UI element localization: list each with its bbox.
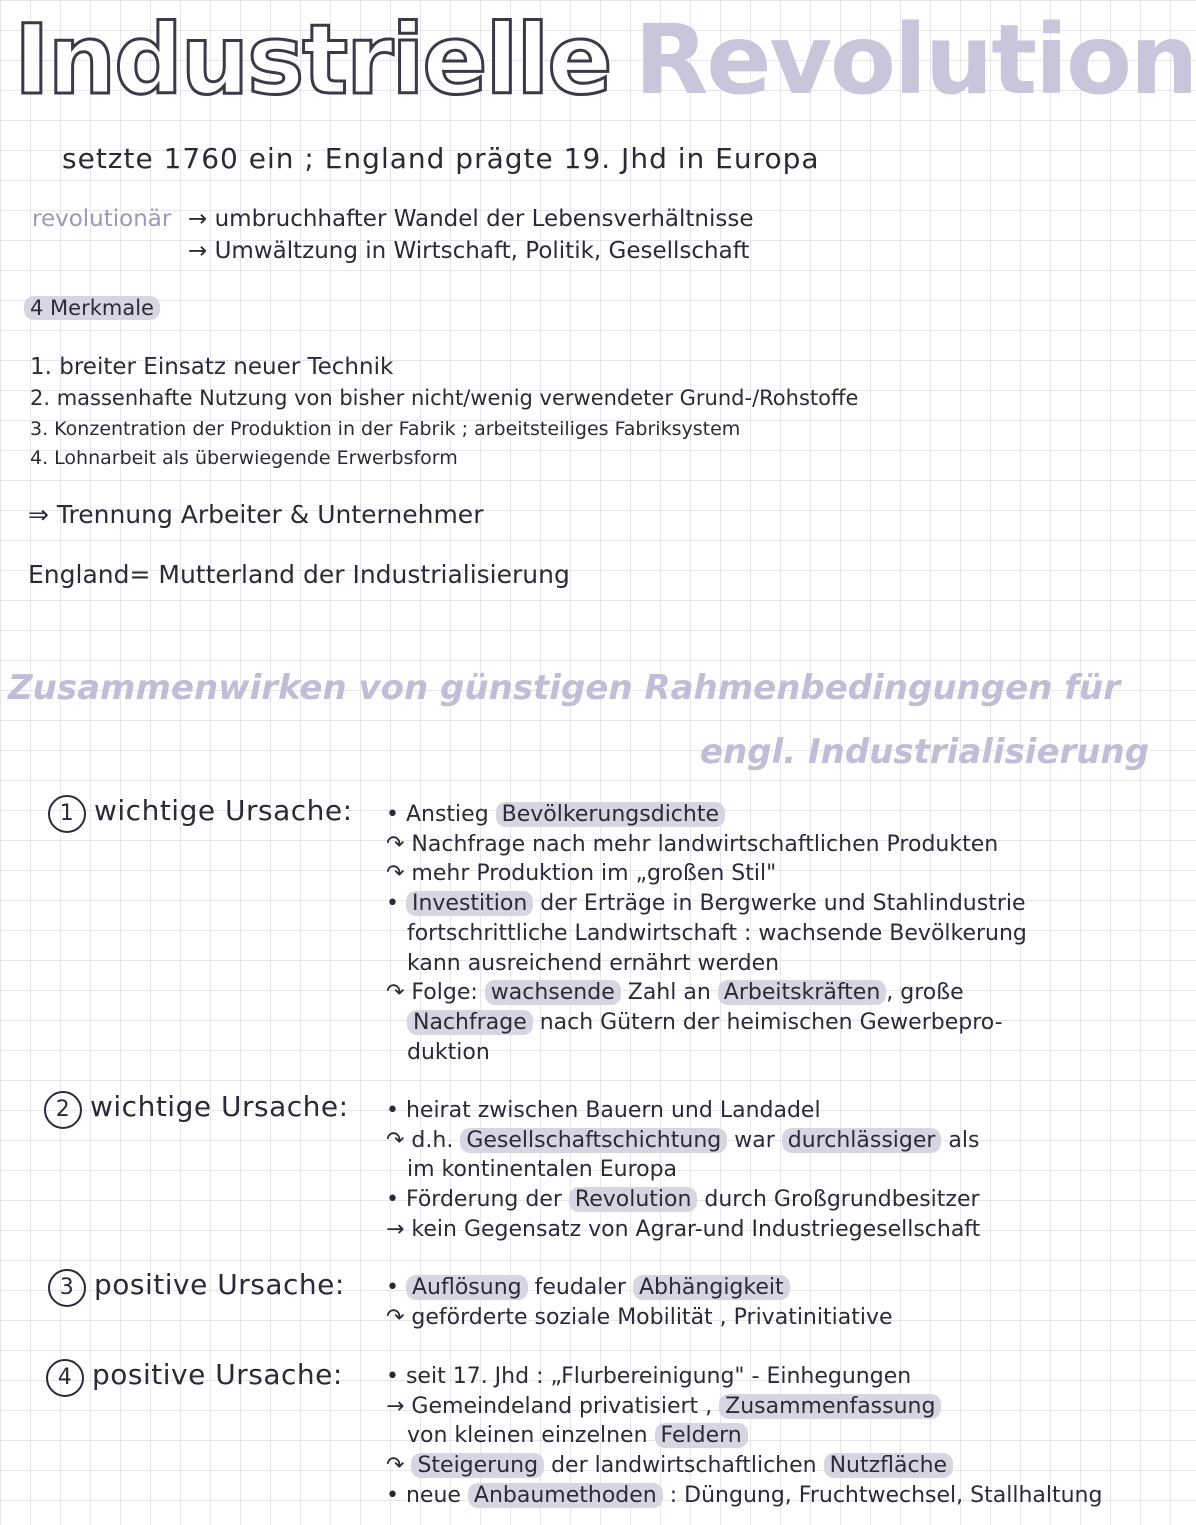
- cause-heading-4: [46, 1358, 343, 1397]
- cause-line: [386, 949, 1027, 979]
- highlighted-term: Auflösung: [406, 1275, 528, 1300]
- section-heading-line-2: engl. Industrialisierung: [700, 732, 1150, 772]
- number-circle: 2: [44, 1091, 82, 1129]
- revolutionaer-arrow-2: → Umwältzung in Wirtschaft, Politik, Gesellschaft: [188, 238, 750, 264]
- cause-line: [386, 830, 1027, 860]
- cause-heading-2: [44, 1090, 349, 1129]
- cause-line: [386, 1303, 893, 1333]
- cause-lines-1: [386, 800, 1027, 1067]
- cause-line: [386, 1096, 980, 1126]
- highlighted-term: Arbeitskräften: [718, 980, 887, 1005]
- line-text: • Förderung der: [386, 1187, 569, 1213]
- highlighted-term: Nachfrage: [407, 1010, 533, 1035]
- cause-label: positive Ursache:: [94, 1268, 345, 1301]
- merkmal-item-3: 3. Konzentration der Produktion in der Fabrik ; arbeitsteiliges Fabriksystem: [30, 418, 741, 440]
- line-text: ↷ mehr Produktion im „großen Stil": [386, 861, 777, 887]
- line-text: ↷ d.h.: [386, 1127, 461, 1153]
- highlighted-term: Revolution: [569, 1187, 698, 1212]
- cause-line: [386, 1008, 1027, 1038]
- merkmal-item-4: 4. Lohnarbeit als überwiegende Erwerbsform: [30, 447, 458, 469]
- highlighted-term: Zusammenfassung: [719, 1394, 941, 1419]
- line-text: im kontinentalen Europa: [386, 1157, 678, 1183]
- line-text: durch Großgrundbesitzer: [697, 1187, 980, 1213]
- line-text: •: [386, 891, 406, 917]
- trennung-line: ⇒ Trennung Arbeiter & Unternehmer: [28, 500, 484, 529]
- line-text: nach Gütern der heimischen Gewerbepro-: [532, 1009, 1003, 1035]
- mutterland-line: England= Mutterland der Industrialisierung: [28, 560, 570, 589]
- cause-lines-4: [386, 1362, 1102, 1511]
- cause-lines-2: [386, 1096, 980, 1245]
- line-text: → Gemeindeland privatisiert ,: [386, 1393, 720, 1419]
- line-text: ↷ geförderte soziale Mobilität , Privatinitiative: [386, 1304, 893, 1330]
- page-title: [14, 4, 1196, 116]
- line-text: , große: [886, 980, 964, 1006]
- line-text: der Erträge in Bergwerke und Stahlindustrie: [533, 891, 1026, 917]
- cause-line: [386, 1481, 1102, 1511]
- cause-line: [386, 1215, 980, 1245]
- cause-heading-1: [48, 794, 353, 833]
- number-circle: 4: [46, 1359, 84, 1397]
- highlighted-term: wachsende: [485, 980, 621, 1005]
- section-heading-line-1: Zusammenwirken von günstigen Rahmenbedingungen für: [8, 668, 1120, 708]
- highlighted-term: Feldern: [655, 1423, 748, 1448]
- title-word-revolution: Revolution: [634, 4, 1196, 116]
- highlighted-term: Investition: [406, 891, 533, 916]
- line-text: • neue: [386, 1482, 468, 1508]
- line-text: • seit 17. Jhd : „Flurbereinigung" - Einhegungen: [386, 1364, 912, 1389]
- line-text: fortschrittliche Landwirtschaft : wachsende Bevölkerung: [386, 920, 1027, 946]
- cause-label: wichtige Ursache:: [90, 1090, 349, 1123]
- cause-label: wichtige Ursache:: [94, 794, 353, 827]
- line-text: der landwirtschaftlichen: [544, 1453, 824, 1479]
- highlighted-term: Anbaumethoden: [468, 1483, 663, 1508]
- cause-heading-3: [48, 1268, 345, 1307]
- line-text: [386, 1010, 407, 1035]
- number-circle: 3: [48, 1269, 86, 1307]
- highlighted-term: Abhängigkeit: [633, 1275, 790, 1300]
- cause-line: [386, 889, 1027, 919]
- highlighted-term: durchlässiger: [782, 1128, 942, 1153]
- merkmal-item-2: 2. massenhafte Nutzung von bisher nicht/wenig verwendeter Grund-/Rohstoffe: [30, 386, 859, 410]
- line-text: kann ausreichend ernährt werden: [386, 950, 780, 976]
- line-text: war: [727, 1127, 782, 1153]
- merkmal-item-1: 1. breiter Einsatz neuer Technik: [30, 354, 394, 380]
- cause-line: [386, 1038, 1027, 1068]
- cause-line: [386, 1362, 1102, 1392]
- highlighted-term: Steigerung: [411, 1453, 544, 1478]
- highlighted-term: Nutzfläche: [824, 1453, 954, 1478]
- cause-line: [386, 1451, 1102, 1481]
- cause-line: [386, 1185, 980, 1215]
- cause-line: [386, 1273, 893, 1303]
- merkmale-label: 4 Merkmale: [24, 296, 160, 320]
- cause-line: [386, 1392, 1102, 1422]
- line-text: ↷ Nachfrage nach mehr landwirtschaftlichen Produkten: [386, 831, 999, 857]
- title-word-industrielle: Industrielle: [14, 4, 611, 116]
- revolutionaer-arrow-1: → umbruchhafter Wandel der Lebensverhältnisse: [188, 206, 754, 232]
- highlighted-term: Bevölkerungsdichte: [496, 802, 725, 827]
- line-text: → kein Gegensatz von Agrar-und Industriegesellschaft: [386, 1216, 981, 1242]
- line-text: •: [386, 1275, 406, 1300]
- highlighted-term: Gesellschaftschichtung: [460, 1128, 727, 1153]
- cause-line: [386, 1155, 980, 1185]
- cause-line: [386, 919, 1027, 949]
- line-text: • heirat zwischen Bauern und Landadel: [386, 1098, 821, 1123]
- cause-label: positive Ursache:: [92, 1358, 343, 1391]
- line-text: von kleinen einzelnen: [386, 1423, 655, 1449]
- subtitle: setzte 1760 ein ; England prägte 19. Jhd in Europa: [62, 142, 820, 175]
- cause-line: [386, 800, 1027, 830]
- revolutionaer-label: revolutionär: [32, 206, 172, 232]
- line-text: duktion: [386, 1039, 490, 1065]
- line-text: • Anstieg: [386, 802, 496, 827]
- line-text: Zahl an: [620, 980, 718, 1006]
- number-circle: 1: [48, 795, 86, 833]
- line-text: ↷: [386, 1453, 412, 1479]
- cause-line: [386, 1126, 980, 1156]
- line-text: als: [941, 1127, 980, 1153]
- cause-lines-3: [386, 1273, 893, 1332]
- cause-line: [386, 859, 1027, 889]
- line-text: feudaler: [527, 1275, 633, 1300]
- line-text: ↷ Folge:: [386, 980, 485, 1006]
- cause-line: [386, 978, 1027, 1008]
- cause-line: [386, 1421, 1102, 1451]
- line-text: : Düngung, Fruchtwechsel, Stallhaltung: [662, 1482, 1103, 1508]
